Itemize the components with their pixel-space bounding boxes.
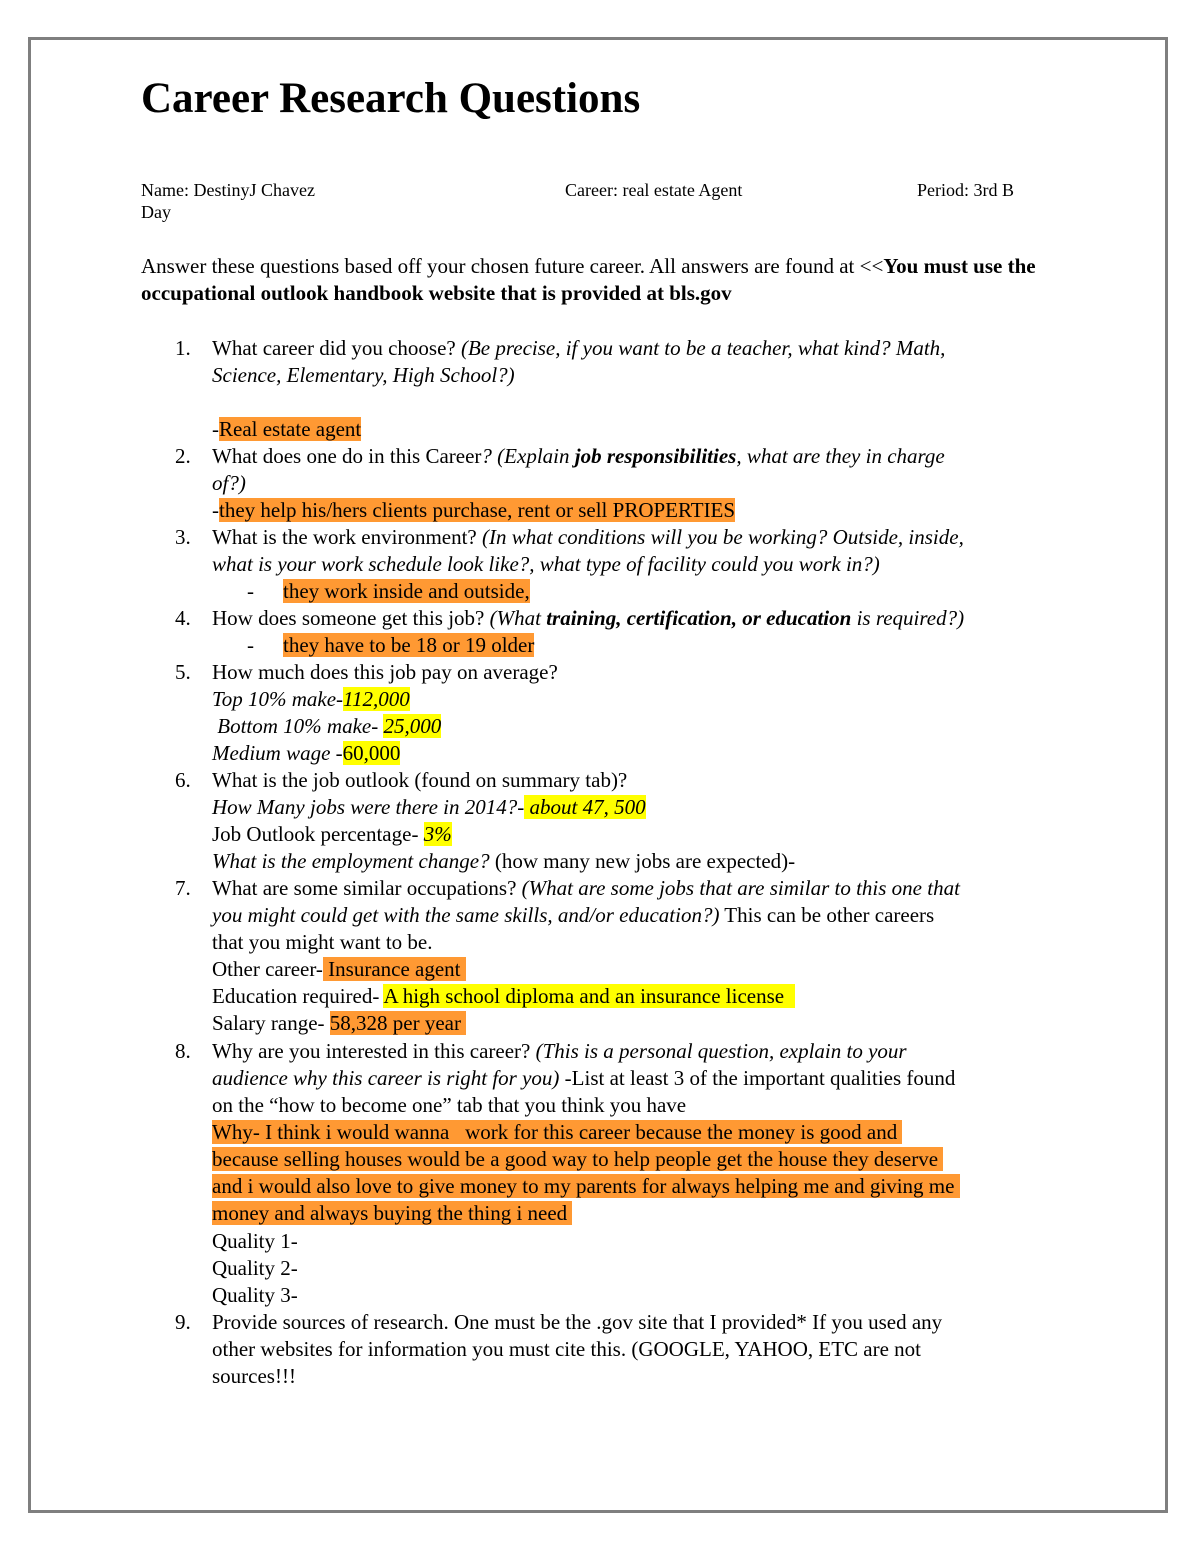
q6-jobs-label: How Many jobs were there in 2014?- xyxy=(212,795,525,819)
q5-medium-value: 60,000 xyxy=(342,741,401,765)
period-day: Day xyxy=(141,202,171,222)
q7-salary-line xyxy=(212,1010,466,1037)
q8-answer-3: and i would also love to give money to my parents for always helping me and giving me xyxy=(212,1174,960,1198)
q3-bullet: - xyxy=(247,579,254,603)
q4-hint-b: is required?) xyxy=(851,606,965,630)
q6-outlook-label: Job Outlook percentage- xyxy=(212,822,424,846)
period-field: Period: 3rd B xyxy=(917,180,1014,200)
q2-question: What does one do in this Career xyxy=(212,444,482,468)
q3-hint-b: what is your work schedule look like?, what type of facility could you work in?) xyxy=(212,552,880,576)
q1-answer: Real estate agent xyxy=(219,417,362,441)
q2-hint-c: of?) xyxy=(212,471,246,495)
q5-top-value: 112,000 xyxy=(343,687,410,711)
q8-question: Why are you interested in this career? xyxy=(212,1039,536,1063)
q9-number: 9. xyxy=(175,1310,191,1334)
q3-number: 3. xyxy=(175,525,191,549)
q8-answer-2: because selling houses would be a good way to help people get the house they deserve xyxy=(212,1147,944,1171)
q7-question: What are some similar occupations? xyxy=(212,876,522,900)
q7-note-c: that you might want to be. xyxy=(212,930,433,954)
q7-other-label: Other career- xyxy=(212,957,323,981)
q1-question: What career did you choose? xyxy=(212,336,461,360)
q8-note-c: on the “how to become one” tab that you think you have xyxy=(212,1093,687,1117)
q6-change-question: What is the employment change? xyxy=(212,849,490,873)
q7-hint-b: you might could get with the same skills, and/or education?) xyxy=(212,903,720,927)
q6-change-line xyxy=(212,848,795,875)
q7-line-2 xyxy=(212,902,934,929)
q3-answer-line xyxy=(283,578,530,605)
q6-jobs-value: about 47, 500 xyxy=(524,795,646,819)
instructions-bold: You must use the occupational outlook handbook website that is provided at bls.gov xyxy=(141,254,1036,305)
q4-number: 4. xyxy=(175,606,191,630)
instructions-text: Answer these questions based off your chosen future career. All answers are found at << xyxy=(141,254,884,278)
q6-number: 6. xyxy=(175,768,191,792)
q9-line-2: other websites for information you must cite this. (GOOGLE, YAHOO, ETC are not xyxy=(212,1337,922,1361)
page-title: Career Research Questions xyxy=(141,75,641,122)
q4-question: How does someone get this job? xyxy=(212,606,490,630)
q1-hint-a: (Be precise, if you want to be a teacher, what kind? Math, xyxy=(460,336,946,360)
q3-hint-a: (In what conditions will you be working? Outside, inside, xyxy=(482,525,964,549)
q2-number: 2. xyxy=(175,444,191,468)
q7-edu-value: A high school diploma and an insurance license xyxy=(383,984,795,1008)
q1-answer-prefix: - xyxy=(212,417,219,441)
student-name: Name: DestinyJ Chavez xyxy=(141,180,315,200)
q6-jobs-line xyxy=(212,794,646,821)
q6-question: What is the job outlook (found on summary tab)? xyxy=(212,768,628,792)
q7-line-1 xyxy=(212,875,960,902)
q9-line-1: Provide sources of research. One must be the .gov site that I provided* If you used any xyxy=(212,1310,943,1334)
q4-hint-bold: training, certification, or education xyxy=(546,606,852,630)
q5-question: How much does this job pay on average? xyxy=(212,660,558,684)
q4-line-1 xyxy=(212,605,964,632)
q4-hint-a: (What xyxy=(489,606,547,630)
q8-hint-b: audience why this career is right for you) xyxy=(212,1066,560,1090)
q8-note-b: -List at least 3 of the important qualities found xyxy=(559,1066,956,1090)
q4-answer: they have to be 18 or 19 older xyxy=(283,633,535,657)
q8-answer-4: money and always buying the thing i need xyxy=(212,1201,573,1225)
q7-number: 7. xyxy=(175,876,191,900)
q8-answer-1: Why- I think i would wanna work for this career because the money is good and xyxy=(212,1120,903,1144)
q5-top-label: Top 10% make- xyxy=(212,687,344,711)
q2-answer-prefix: - xyxy=(212,498,219,522)
career-field: Career: real estate Agent xyxy=(565,180,743,200)
q3-line-1 xyxy=(212,524,964,551)
q5-bottom-value: 25,000 xyxy=(383,714,442,738)
q8-hint-a: (This is a personal question, explain to your xyxy=(535,1039,907,1063)
q2-hint-b: , what are they in charge xyxy=(736,444,945,468)
q2-hint-bold: job responsibilities xyxy=(574,444,737,468)
q8-quality-2: Quality 2- xyxy=(212,1256,298,1280)
q5-top-line xyxy=(212,686,410,713)
instructions xyxy=(141,253,1041,307)
q6-outlook-line xyxy=(212,821,452,848)
q3-question: What is the work environment? xyxy=(212,525,483,549)
q1-line-1 xyxy=(212,335,945,362)
q8-answer-line-4 xyxy=(212,1200,572,1227)
q8-number: 8. xyxy=(175,1039,191,1063)
q2-answer-line xyxy=(212,497,735,524)
q2-answer: they help his/hers clients purchase, rent or sell PROPERTIES xyxy=(219,498,736,522)
q8-line-2 xyxy=(212,1065,955,1092)
q1-answer-line xyxy=(212,416,361,443)
q8-answer-line-3 xyxy=(212,1173,960,1200)
q7-other-line xyxy=(212,956,466,983)
q5-bottom-label: Bottom 10% make- xyxy=(212,714,384,738)
q5-bottom-line xyxy=(212,713,441,740)
q8-quality-1: Quality 1- xyxy=(212,1229,298,1253)
q7-salary-label: Salary range- xyxy=(212,1011,330,1035)
q1-number: 1. xyxy=(175,336,191,360)
q2-hint-a: ? (Explain xyxy=(481,444,575,468)
q4-answer-line xyxy=(283,632,534,659)
q5-medium-line xyxy=(212,740,400,767)
q8-answer-line-1 xyxy=(212,1119,902,1146)
q8-answer-line-2 xyxy=(212,1146,943,1173)
q1-hint-b: Science, Elementary, High School?) xyxy=(212,363,515,387)
q5-number: 5. xyxy=(175,660,191,684)
q6-outlook-value: 3% xyxy=(423,822,452,846)
q7-note-b: This can be other careers xyxy=(719,903,935,927)
q7-salary-value: 58,328 per year xyxy=(329,1011,467,1035)
q7-edu-label: Education required- xyxy=(212,984,384,1008)
q7-hint-a: (What are some jobs that are similar to this one that xyxy=(521,876,960,900)
q4-bullet: - xyxy=(247,633,254,657)
q8-quality-3: Quality 3- xyxy=(212,1283,298,1307)
q7-other-value: Insurance agent xyxy=(322,957,466,981)
q9-line-3: sources!!! xyxy=(212,1364,296,1388)
q5-medium-label: Medium wage - xyxy=(212,741,343,765)
q2-line-1 xyxy=(212,443,945,470)
q8-line-1 xyxy=(212,1038,907,1065)
q6-change-note: (how many new jobs are expected)- xyxy=(489,849,796,873)
q7-edu-line xyxy=(212,983,795,1010)
q3-answer: they work inside and outside, xyxy=(283,579,530,603)
